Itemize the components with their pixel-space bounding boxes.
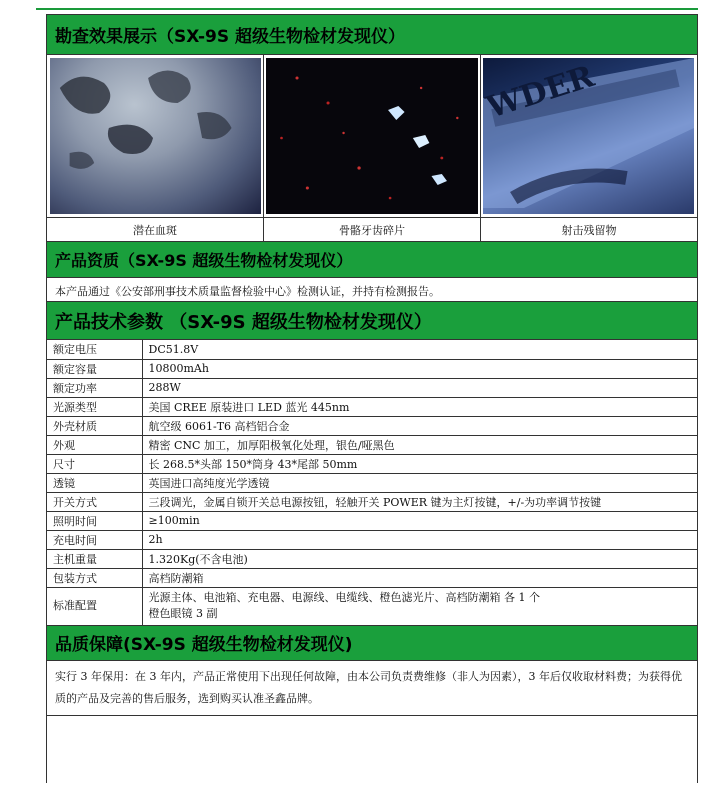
spec-value: 1.320Kg(不含电池) [142, 549, 697, 568]
table-row [47, 492, 697, 511]
table-row [47, 416, 697, 435]
spec-sheet [46, 14, 698, 783]
table-row [47, 454, 697, 473]
spec-value: 10800mAh [142, 359, 697, 378]
bone-fragment-photo-icon [266, 58, 478, 214]
section-header-qualification: 产品资质（SX-9S 超级生物检材发现仪） [47, 242, 697, 278]
spec-value [142, 587, 697, 625]
photo-caption-row [47, 218, 697, 242]
spec-key: 照明时间 [47, 511, 142, 530]
photo-bone-fragment [263, 55, 480, 217]
photo-caption: 潜在血斑 [133, 223, 177, 237]
spec-key: 额定电压 [47, 340, 142, 359]
spec-value: 2h [142, 530, 697, 549]
spec-value: 英国进口高纯度光学透镜 [142, 473, 697, 492]
spec-key: 标准配置 [47, 587, 142, 625]
section-header-warranty: 品质保障(SX-9S 超级生物检材发现仪) [47, 626, 697, 661]
config-line-1: 光源主体、电池箱、充电器、电源线、电缆线、橙色滤光片、高档防潮箱 各 1 个 [148, 591, 540, 604]
spec-key: 透镜 [47, 473, 142, 492]
spec-key: 尺寸 [47, 454, 142, 473]
spec-key: 外观 [47, 435, 142, 454]
table-row [47, 359, 697, 378]
table-row [47, 378, 697, 397]
table-row [47, 435, 697, 454]
spec-value: 长 268.5*头部 150*筒身 43*尾部 50mm [142, 454, 697, 473]
spec-key: 额定容量 [47, 359, 142, 378]
photo3-label: WDER [483, 58, 599, 126]
spec-value: 288W [142, 378, 697, 397]
spec-key: 外壳材质 [47, 416, 142, 435]
config-line-2: 橙色眼镜 3 副 [148, 607, 218, 620]
spec-value: 美国 CREE 原装进口 LED 蓝光 445nm [142, 397, 697, 416]
table-row [47, 511, 697, 530]
spec-key: 包装方式 [47, 568, 142, 587]
spec-value: 三段调光，金属自锁开关总电源按钮，轻触开关 POWER 键为主灯按键，+/-为功率调节按键 [142, 492, 697, 511]
spec-value: ≥100min [142, 511, 697, 530]
spec-key: 充电时间 [47, 530, 142, 549]
spec-value: DC51.8V [142, 340, 697, 359]
spec-key: 光源类型 [47, 397, 142, 416]
photo-blood-stain [47, 55, 263, 217]
spec-value: 航空级 6061-T6 高档铝合金 [142, 416, 697, 435]
table-row [47, 568, 697, 587]
spec-table [47, 340, 697, 626]
table-row [47, 340, 697, 359]
qualification-text: 本产品通过《公安部刑事技术质量监督检验中心》检测认证，并持有检测报告。 [47, 278, 697, 302]
spec-key: 额定功率 [47, 378, 142, 397]
table-row [47, 549, 697, 568]
table-row [47, 473, 697, 492]
top-rule [36, 8, 698, 10]
spec-value: 高档防潮箱 [142, 568, 697, 587]
table-row [47, 397, 697, 416]
spec-value: 精密 CNC 加工，加厚阳极氧化处理，银色/哑黑色 [142, 435, 697, 454]
section-header-specs: 产品技术参数 （SX-9S 超级生物检材发现仪） [47, 302, 697, 340]
gunshot-residue-photo-icon [483, 58, 694, 214]
photo-caption: 骨骼牙齿碎片 [263, 218, 480, 241]
spec-key: 主机重量 [47, 549, 142, 568]
table-row [47, 587, 697, 625]
photo-row [47, 55, 697, 218]
blood-stain-photo-icon [50, 58, 261, 214]
warranty-text: 实行 3 年保用：在 3 年内，产品正常使用下出现任何故障，由本公司负责费维修（非人为因素），3 年后仅收取材料费；为获得优质的产品及完善的售后服务，选到购买认准圣鑫品牌。 [47, 661, 697, 716]
table-row [47, 530, 697, 549]
photo-gunshot-residue [480, 55, 697, 217]
photo-caption: 射击残留物 [480, 218, 697, 241]
section-header-effects: 勘查效果展示（SX-9S 超级生物检材发现仪） [47, 15, 697, 55]
spec-key: 开关方式 [47, 492, 142, 511]
